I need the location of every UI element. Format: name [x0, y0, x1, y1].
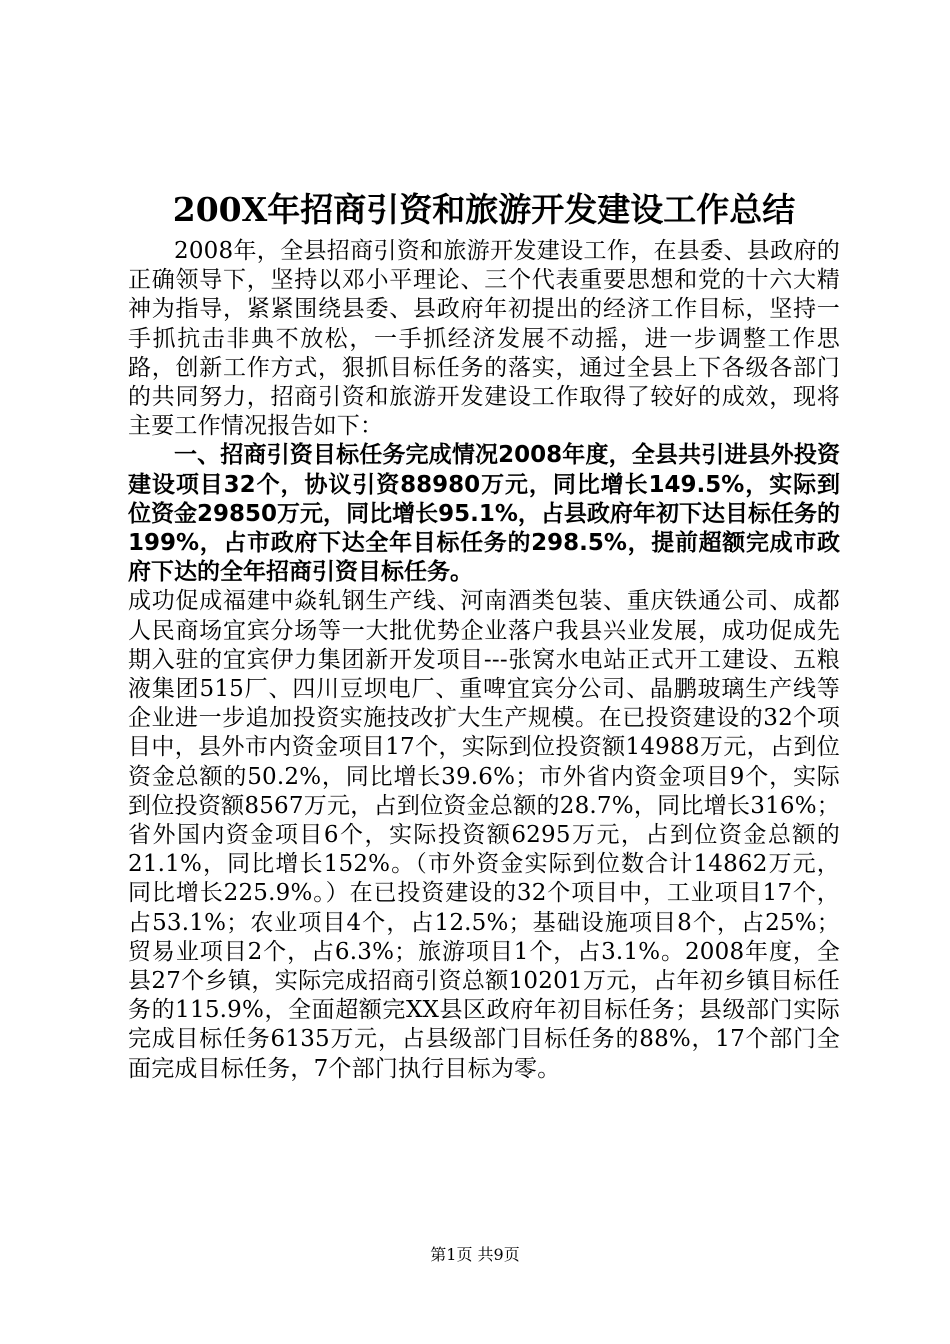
section-one-details: 成功促成福建中焱轧钢生产线、河南酒类包装、重庆铁通公司、成都人民商场宜宾分场等一大批优势企业落户我县兴业发展，成功促成先期入驻的宜宾伊力集团新开发项目---张窝水电站正式开工建设、五粮液集团515厂、四川豆坝电厂、重啤宜宾分公司、晶鹏玻璃生产线等企业进一步追加投资实施技改扩大生产规模。在已投资建设的32个项目中，县外市内资金项目17个，实际到位投资额14988万元，占到位资金总额的50.2%，同比增长39.6%；市外省内资金项目9个，实际到位投资额8567万元，占到位资金总额的28.7%，同比增长316%；省外国内资金项目6个，实际投资额6295万元，占到位资金总额的21.1%，同比增长152%。（市外资金实际到位数合计14862万元，同比增长225.9%。）在已投资建设的32个项目中，工业项目17个，占53.1%；农业项目4个，占12.5%；基础设施项目8个，占25%；贸易业项目2个，占6.3%；旅游项目1个，占3.1%。2008年度，全县27个乡镇，实际完成招商引资总额10201万元，占年初乡镇目标任务的115.9%，全面超额完XX县区政府年初目标任务；县级部门实际完成目标任务6135万元，占县级部门目标任务的88%，17个部门全面完成目标任务，7个部门执行目标为零。 — [128, 588, 840, 1082]
section-one-summary: 一、招商引资目标任务完成情况2008年度，全县共引进县外投资建设项目32个，协议引资88980万元，同比增长149.5%，实际到位资金29850万元，同比增长95.1%，占县政府年初下达目标任务的199%，占市政府下达全年目标任务的298.5%，提前超额完成市政府下达的全年招商引资目标任务。 — [128, 442, 840, 586]
page-number: 第1页 共9页 — [430, 1245, 520, 1264]
intro-paragraph: 2008年，全县招商引资和旅游开发建设工作，在县委、县政府的正确领导下，坚持以邓小平理论、三个代表重要思想和党的十六大精神为指导，紧紧围绕县委、县政府年初提出的经济工作目标，坚持一手抓抗击非典不放松，一手抓经济发展不动摇，进一步调整工作思路，创新工作方式，狠抓目标任务的落实，通过全县上下各级各部门的共同努力，招商引资和旅游开发建设工作取得了较好的成效，现将主要工作情况报告如下： — [128, 238, 840, 440]
document-title: 200X年招商引资和旅游开发建设工作总结 — [172, 190, 796, 229]
document-page — [128, 185, 840, 1084]
